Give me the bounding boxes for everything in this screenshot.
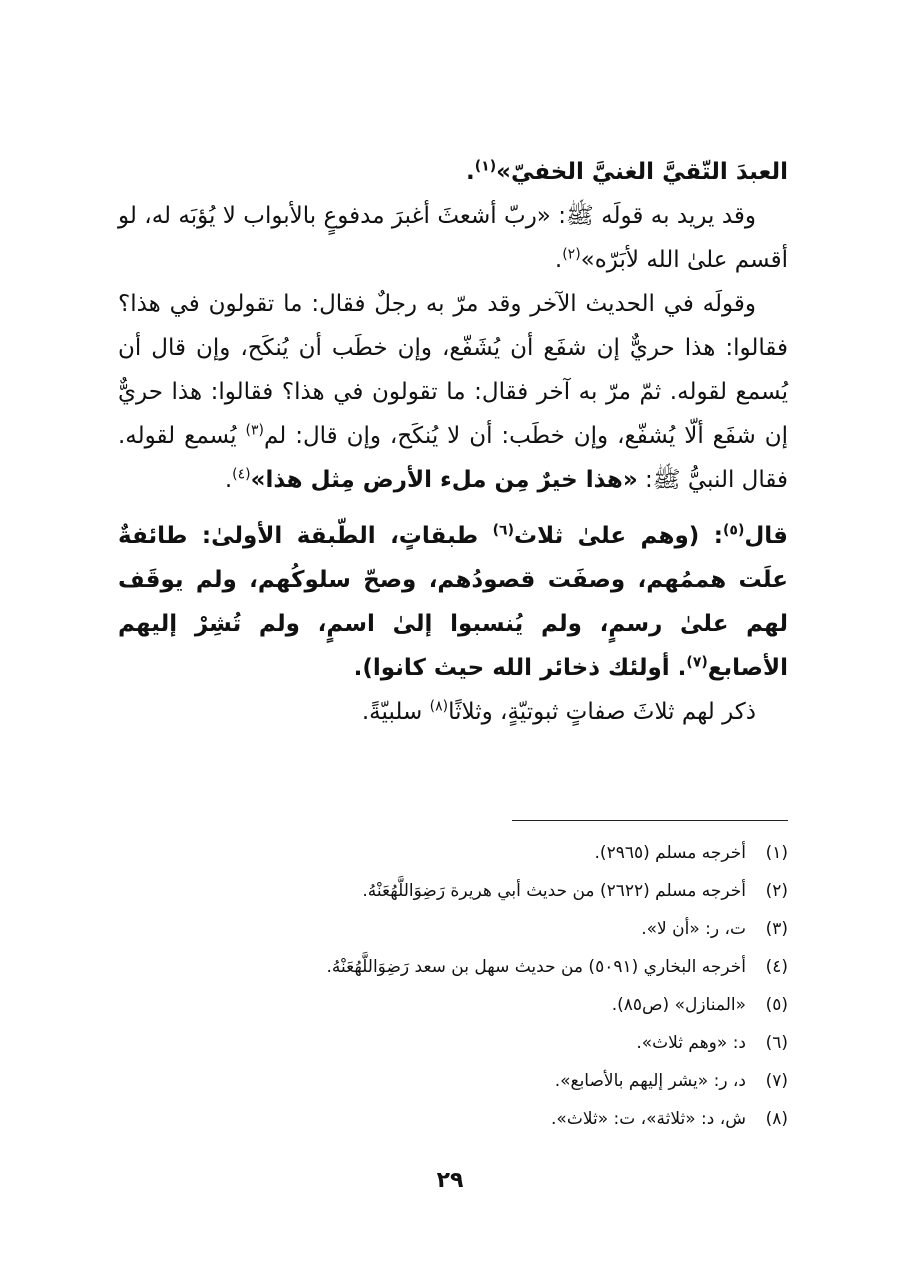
paragraph-3: [118, 282, 788, 502]
footnote: [118, 910, 788, 948]
paragraph-4-text-b: طبقاتٍ، الطّبقة الأولىٰ: طائفةٌ علَت هممُهم، وصفَت قصودُهم، وصحّ سلوكُهم، ولم يوقَف لهم علىٰ رسمٍ، ولم يُنسبوا إلىٰ اسمٍ، ولم تُشِرْ إليهم الأصابع: [118, 523, 788, 681]
paragraph-4: [118, 514, 788, 690]
paragraph-1: [118, 150, 788, 194]
paragraph-4-text-c: . أولئك ذخائر الله حيث كانوا).: [353, 655, 687, 681]
footnote: [118, 1062, 788, 1100]
footnote-ref-6: (٦): [492, 522, 514, 539]
footnote-text: أخرجه مسلم (٢٦٢٢) من حديث أبي هريرة رَضِوَاللَّهُعَنْهُ.: [362, 881, 746, 901]
footnote: [118, 834, 788, 872]
paragraph-4-lead: قال: [744, 523, 788, 549]
footnote: [118, 948, 788, 986]
footnote-ref-2: (٢): [562, 246, 581, 263]
footnote-ref-4: (٤): [232, 466, 251, 483]
footnote-ref-1: (١): [474, 158, 497, 175]
footnote: [118, 1024, 788, 1062]
paragraph-1-text: العبدَ التّقيَّ الغنيَّ الخفيّ»: [496, 159, 788, 185]
paragraph-3-text-a: وقولَه في الحديث الآخر وقد مرّ به رجلٌ فقال: ما تقولون في هذا؟ فقالوا: هذا حريٌّ إن شفَع أن يُشَفّع، وإن خطَب أن يُنكَح، وإن قال أن يُسمع لقوله. ثمّ مرّ به آخر فقال: ما تقولون في هذا؟ فقالوا: هذا حريٌّ إن شفَع ألّا يُشفّع، وإن خطَب: أن لا يُنكَح، وإن قال: لم: [118, 291, 788, 449]
footnote-number: (٥): [765, 995, 788, 1015]
footnote-number: (٦): [765, 1033, 788, 1053]
page-number: ٢٩: [436, 1168, 464, 1193]
paragraph-2-tail: .: [554, 247, 563, 273]
footnote-number: (٨): [765, 1109, 788, 1129]
paragraph-4-text-a: : (وهم علىٰ ثلاث: [514, 523, 723, 549]
footnote-number: (١): [765, 843, 788, 863]
paragraph-5-text-b: سلبيّةً.: [361, 699, 430, 725]
paragraph-2-text: وقد يريد به قولَه ﷺ: «ربّ أشعثَ أغبرَ مدفوعٍ بالأبواب لا يُؤبَه له، لو أقسم علىٰ الله لأبَرّه»: [118, 203, 788, 273]
footnote: [118, 872, 788, 910]
footnote-ref-8: (٨): [429, 698, 449, 715]
paragraph-3-text-b: يُسمع لقوله. فقال النبيُّ ﷺ:: [118, 423, 788, 493]
footnote-text: أخرجه مسلم (٢٩٦٥).: [594, 843, 746, 863]
hadith-quote: «هذا خيرٌ مِن ملء الأرض مِثل هذا»: [250, 467, 638, 493]
footnote: [118, 986, 788, 1024]
footnote-text: د: «وهم ثلاث».: [636, 1033, 746, 1053]
footnote-text: ت، ر: «أن لا».: [641, 919, 746, 939]
footnote-number: (٧): [765, 1071, 788, 1091]
footnote-ref-7: (٧): [686, 654, 708, 671]
footnote-number: (٢): [765, 881, 788, 901]
footnote-text: «المنازل» (ص٨٥).: [611, 995, 746, 1015]
paragraph-5: [118, 690, 788, 734]
footnote-ref-5: (٥): [722, 522, 745, 539]
footnote-text: أخرجه البخاري (٥٠٩١) من حديث سهل بن سعد رَضِوَاللَّهُعَنْهُ.: [326, 957, 746, 977]
footnote-number: (٤): [765, 957, 788, 977]
footnote-text: ش، د: «ثلاثة»، ت: «ثلاث».: [551, 1109, 746, 1129]
footnote: [118, 1100, 788, 1138]
footnotes: [118, 834, 788, 1138]
footnote-number: (٣): [765, 919, 788, 939]
main-text: [118, 150, 788, 734]
paragraph-1-tail: .: [466, 159, 475, 185]
paragraph-5-text-a: ذكر لهم ثلاثَ صفاتٍ ثبوتيّةٍ، وثلاثًا: [448, 699, 756, 725]
paragraph-2: [118, 194, 788, 282]
footnote-text: د، ر: «يشر إليهم بالأصابع».: [554, 1071, 746, 1091]
paragraph-3-tail: .: [224, 467, 233, 493]
footnote-ref-3: (٣): [245, 422, 264, 439]
footnote-divider: [512, 820, 788, 821]
